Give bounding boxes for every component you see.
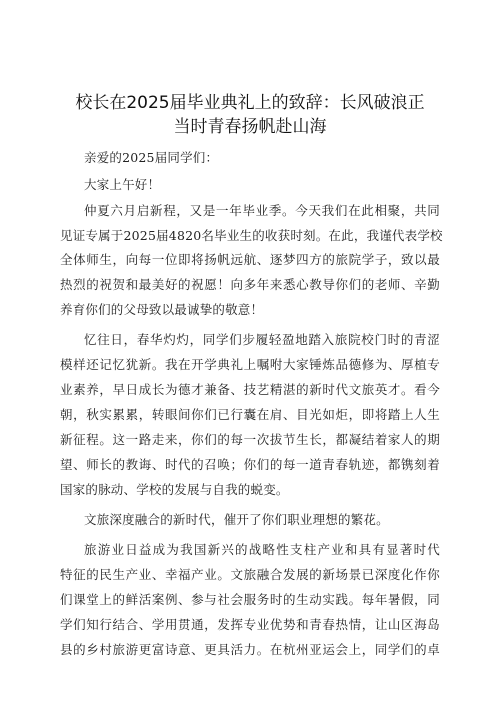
body-line: 望、师长的教诲、时代的召唤；你们的每一道青春轨迹，都镌刻着 [60, 457, 440, 472]
body-line: 热烈的祝贺和最美好的祝愿！向多年来悉心教导你们的老师、辛勤 [60, 277, 440, 292]
body-line: 新征程。这一路走来，你们的每一次拔节生长，都凝结着家人的期 [60, 432, 440, 447]
body-line: 忆往日，春华灼灼，同学们步履轻盈地踏入旅院校门时的青涩 [84, 332, 440, 347]
body-line: 见证专属于2025届4820名毕业生的收获时刻。在此，我谨代表学校 [60, 228, 443, 243]
body-line: 大家上午好！ [84, 177, 161, 192]
body-line: 全体师生，向每一位即将扬帆远航、逐梦四方的旅院学子，致以最 [60, 252, 440, 267]
body-line: 业素养，早日成长为德才兼备、技艺精湛的新时代文旅英才。看今 [60, 382, 440, 397]
body-line: 们课堂上的鲜活案例、参与社会服务时的生动实践。每年暑假，同 [60, 592, 440, 607]
body-line: 亲爱的2025届同学们： [84, 150, 219, 165]
body-line: 养育你们的父母致以最诚挚的敬意！ [60, 302, 264, 317]
body-line: 县的乡村旅游更富诗意、更具活力。在杭州亚运会上，同学们的卓 [60, 642, 440, 657]
body-line: 特征的民生产业、幸福产业。文旅融合发展的新场景已深度化作你 [60, 567, 440, 582]
body-line: 朝，秋实累累，转眼间你们已行囊在肩、目光如炬，即将踏上人生 [60, 407, 440, 422]
document-title-line-1: 校长在2025届毕业典礼上的致辞：长风破浪正 [75, 93, 425, 113]
body-line: 学们知行结合、学用贯通，发挥专业优势和青春热情，让山区海岛 [60, 617, 440, 632]
body-line: 国家的脉动、学校的发展与自我的蜕变。 [60, 482, 289, 497]
body-line: 文旅深度融合的新时代，催开了你们职业理想的繁花。 [84, 512, 389, 527]
body-line: 模样还记忆犹新。我在开学典礼上嘱咐大家锤炼品德修为、厚植专 [60, 357, 440, 372]
document-title-line-2: 当时青春扬帆赴山海 [173, 117, 327, 137]
body-line: 仲夏六月启新程，又是一年毕业季。今天我们在此相聚，共同 [84, 203, 440, 218]
body-line: 旅游业日益成为我国新兴的战略性支柱产业和具有显著时代 [84, 542, 440, 557]
